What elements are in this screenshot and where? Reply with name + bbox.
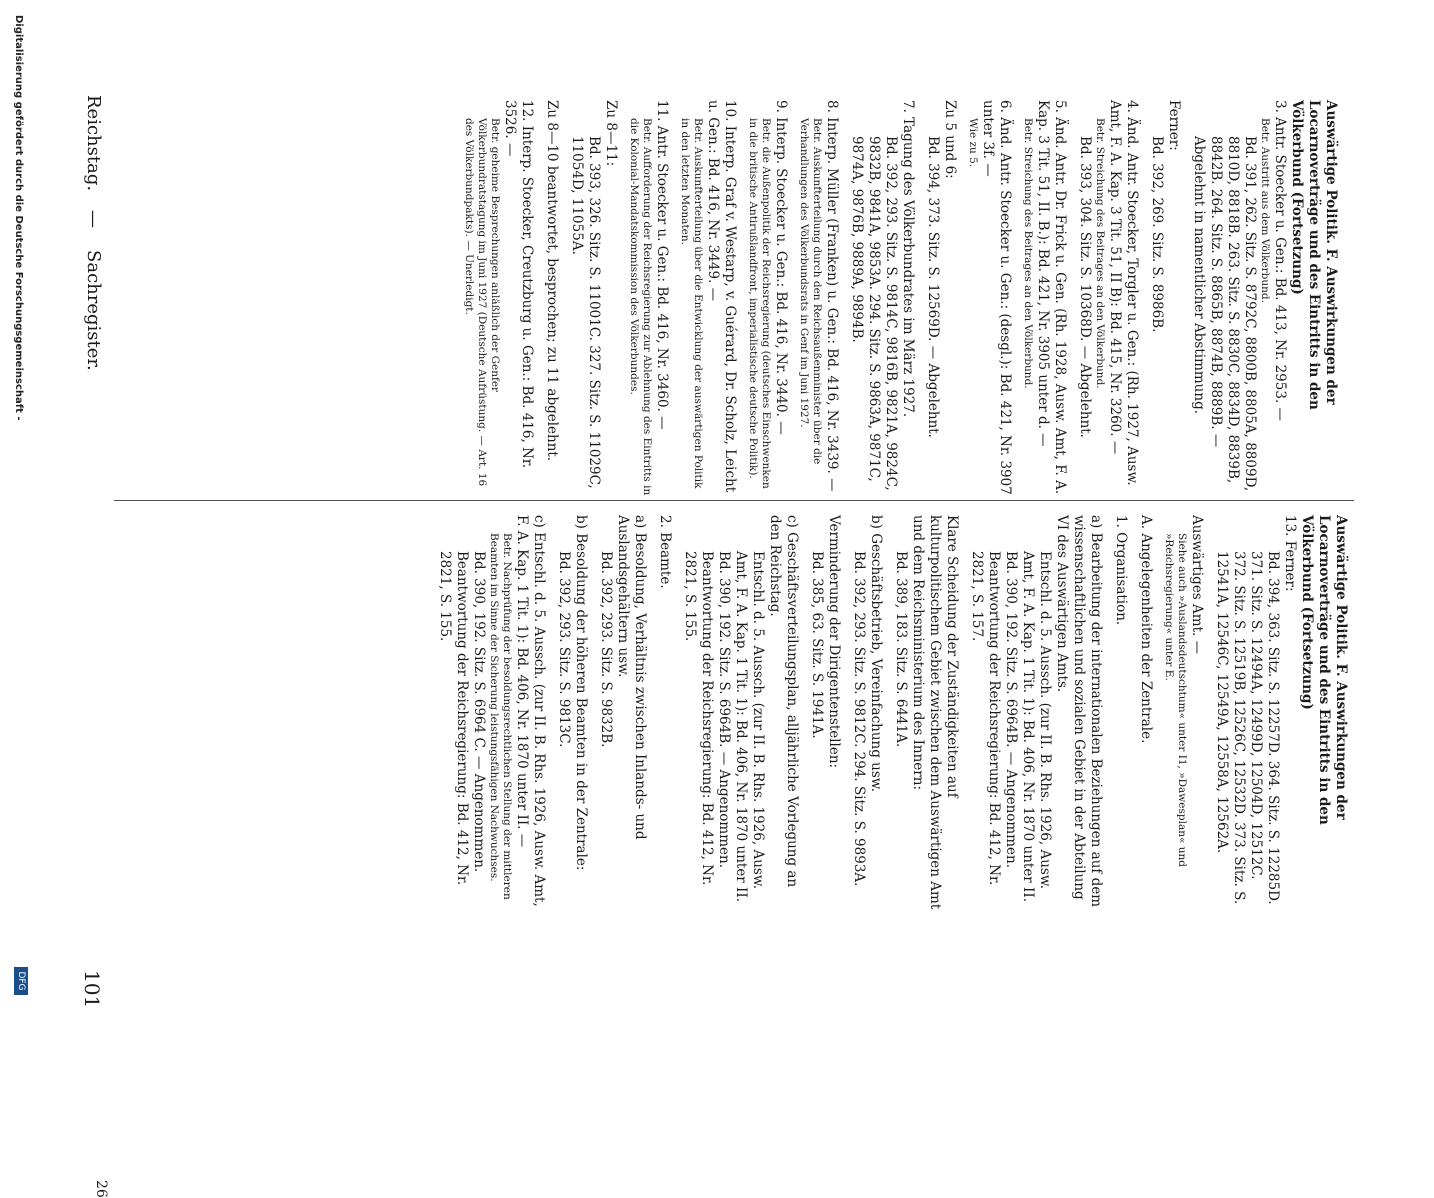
entry-heading: Auswärtiges Amt. — <box>1189 515 1205 655</box>
entry-note: Betr. Streichung des Beitrages an den Völkerbund. <box>1022 118 1034 389</box>
entry-heading: b) Geschäftsbetrieb, Vereinfachung usw. <box>868 515 884 793</box>
entry-references: Bd. 390, 192. Sitz. S. 6964 C. — Angenommen. Beantwortung der Reichsregierung: Bd. 412, Nr. 2821, S. 155. <box>437 551 487 886</box>
right-entries <box>436 515 1298 910</box>
register-entry <box>1021 100 1068 500</box>
entry-note: Betr. Austritt aus dem Völkerbund. <box>1259 118 1271 303</box>
entry-references: Bd. 394, 363. Sitz. S. 12257D. 364. Sitz. S. 12285D. 371. Sitz. S. 12494A, 12499D, 12504D, 12512C. 372. Sitz. S. 12519B, 12526C, 12532D. 373. Sitz. S. 12541A, 12546C, 12549A, 12558A, 12562A. <box>1214 551 1281 905</box>
left-column <box>454 100 1339 500</box>
entry-heading: 2. Beamte. <box>657 515 673 589</box>
left-entries <box>462 100 1288 500</box>
header-separator: — <box>83 210 104 228</box>
digitization-text: Digitalisierung gefördert durch die Deutsche Forschungsgemeinschaft - <box>13 15 24 421</box>
entry-note: Betr. Nachprüfung der besoldungsrechtlichen Stellung der mittleren Beamten im Sinne der Sicherung leistungsfähigen Nachwuchses. <box>488 533 513 900</box>
entry-heading: 11. Antr. Stoecker u. Gen.: Bd. 416, Nr. 3460. — <box>654 100 670 430</box>
register-entry <box>555 515 589 910</box>
register-entry <box>892 515 960 910</box>
footer-number: 26 <box>93 1180 109 1198</box>
dfg-logo: DFG <box>14 967 28 995</box>
register-entry <box>924 100 958 500</box>
register-entry <box>797 100 840 500</box>
register-entry <box>597 515 648 910</box>
header-right: Sachregister. <box>83 250 104 371</box>
entry-note: Betr. Auskunfterteilung durch den Reichsaußenminister über die Verhandlungen des Völkerbundsrats in Genf im Juni 1927. <box>798 118 823 465</box>
entry-heading: Zu 8—11: <box>603 100 619 167</box>
register-entry <box>681 515 800 910</box>
entry-heading: A. Angelegenheiten der Zentrale. <box>1138 515 1154 744</box>
page-number: 101 <box>80 970 104 1009</box>
register-entry <box>746 100 789 500</box>
entry-heading: 9. Interp. Stoecker u. Gen.: Bd. 416, Nr. 3440. — <box>773 100 789 435</box>
right-column-title: Auswärtige Politik. F. Auswirkungen der Locarnoverträge und des Eintritts in den Völkerbund (Fortsetzung) <box>1299 515 1349 825</box>
register-entry <box>848 100 916 500</box>
register-entry <box>1162 515 1205 910</box>
entry-references: Bd. 392, 293. Sitz. S. 9832B. <box>598 551 614 748</box>
register-entry <box>1112 515 1129 910</box>
entry-note: Betr. die Außenpolitik der Reichsregierung (deutsches Einschwenken in die britische Antirußlandfront, imperialistische deutsche Politik). <box>747 118 772 489</box>
register-entry <box>1190 100 1288 500</box>
entry-references: Bd. 385, 63. Sitz. S. 1941A. <box>809 551 825 739</box>
register-entry <box>568 100 619 500</box>
entry-references: Bd. 392, 293. Sitz. S. 9814C, 9816B, 9821A, 9824C, 9832B, 9841A, 9853A. 294. Sitz. S. 9863A, 9871C, 9874A, 9876B, 9889A, 9894B. <box>849 136 899 491</box>
entry-heading: Klare Scheidung der Zuständigkeiten auf kulturpolitischem Gebiet zwischen dem Auswärtigen Amt und dem Reichsministerium des Innern: <box>910 515 960 910</box>
entry-note: Betr. Aufforderung der Reichsregierung zur Ablehnung des Eintritts in die Kolonial-Mandatskommission des Völkerbundes. <box>628 118 653 496</box>
entry-heading: 6. Änd. Antr. Stoecker u. Gen.: (desgl.): Bd. 421, Nr. 3907 unter 3f. — <box>980 100 1013 495</box>
entry-heading: 12. Interp. Stoecker, Creutzburg u. Gen.: Bd. 416, Nr. 3526. — <box>502 100 535 469</box>
right-column <box>428 515 1349 910</box>
entry-references: Entschl. d. 5. Aussch. (zur II. B. Rhs. 1926, Ausw. Amt, F. A. Kap. 1 Tit. 1): Bd. 406, Nr. 1870 unter II. Bd. 390, 192. Sitz. S. 6964B. — Angenommen. Beantwortung der Reichsregierung: Bd. 412, Nr. 2821, S. 157. <box>969 551 1053 903</box>
register-entry <box>850 515 884 910</box>
register-entry <box>1137 515 1154 910</box>
entry-heading: Verminderung der Dirigentenstellen: <box>826 515 842 769</box>
entry-note: Betr. Streichung des Beitrages an den Völkerbund. <box>1094 118 1106 389</box>
register-entry <box>436 515 547 910</box>
entry-heading: c) Entschl. d. 5. Aussch. (zur II. B. Rhs. 1926, Ausw. Amt, F. A. Kap. 1 Tit. 1): Bd. 406, Nr. 1870 unter II. — <box>514 515 547 907</box>
page-header <box>74 95 104 1009</box>
register-entry <box>968 515 1104 910</box>
column-divider <box>114 500 1354 501</box>
entry-heading: 7. Tagung des Völkerbundrates im März 1927. <box>900 100 916 418</box>
entry-heading: b) Besoldung der höheren Beamten in der Zentrale: <box>573 515 589 871</box>
entry-heading: Zu 5 und 6: <box>942 100 958 179</box>
entry-references: Bd. 391, 262. Sitz. S. 8792C, 8800B, 8805A, 8809D, 8810D, 8818B. 263. Sitz. S. 8830C, 8834D, 8839B, 8842B. 264. Sitz. S. 8865B, 8874B, 8889B. — Abgelehnt in namentlicher Abstimmung. <box>1191 136 1258 492</box>
entry-heading: 4. Änd. Antr. Stoecker, Torgler u. Gen.: (Rh. 1927, Ausw. Amt, F. A. Kap. 3 Tit. 51, II B): Bd. 415, Nr. 3260. — <box>1107 100 1140 486</box>
register-entry <box>678 100 738 500</box>
entry-heading: 8. Interp. Müller (Franken) u. Gen.: Bd. 416, Nr. 3439. — <box>824 100 840 492</box>
entry-heading: 13. Ferner: <box>1282 515 1298 592</box>
entry-heading: 5. Änd. Antr. Dr. Frick u. Gen. (Rh. 1928, Ausw. Amt, F. A. Kap. 3 Tit. 51, II. B.): Bd. 421, Nr. 3905 unter d. — <box>1035 100 1068 495</box>
register-entry <box>656 515 673 910</box>
entry-heading: 3. Antr. Stoecker u. Gen.: Bd. 413, Nr. 2953. — <box>1272 100 1288 422</box>
entry-heading: c) Geschäftsverteilungsplan, alljährliche Vorlegung an den Reichstag. <box>767 515 800 888</box>
entry-heading: Zu 8—10 beantwortet, besprochen; zu 11 abgelehnt. <box>544 100 560 462</box>
entry-note: Siehe auch »Auslandsdeutschtum« unter I1, »Dawesplan« und »Reichsregierung« unter E. <box>1163 533 1188 868</box>
left-column-title: Auswärtige Politik. F. Auswirkungen der Locarnoverträge und des Eintritts in den Völkerbund (Fortsetzung) <box>1289 100 1339 410</box>
entry-references: Bd. 392, 293. Sitz. S. 9812C. 294. Sitz. S. 9893A. <box>851 551 867 887</box>
register-entry <box>1213 515 1298 910</box>
entry-references: Bd. 393, 304. Sitz. S. 10368D. — Abgelehnt. <box>1077 136 1093 438</box>
entry-note: Betr. Auskunfterteilung über die Entwicklung der auswärtigen Politik in den letzten Monaten. <box>679 118 704 489</box>
register-entry <box>543 100 560 500</box>
entry-references: Bd. 394, 373. Sitz. S. 12569D. — Abgelehnt. <box>925 136 941 438</box>
register-entry <box>1148 100 1182 500</box>
entry-references: Bd. 392, 293. Sitz. S. 9813C. <box>556 551 572 748</box>
register-entry <box>1076 100 1140 500</box>
entry-heading: Ferner: <box>1166 100 1182 151</box>
entry-heading: 1. Organisation. <box>1113 515 1129 626</box>
entry-note: Wie zu 5. <box>967 118 979 168</box>
register-entry <box>462 100 535 500</box>
entry-heading: 10. Interp. Graf v. Westarp, v. Guérard, Dr. Scholz, Leicht u. Gen.: Bd. 416, Nr. 3449. — <box>705 100 738 493</box>
entry-references: Entschl. d. 5. Aussch. (zur II. B. Rhs. 1926, Ausw. Amt, F. A. Kap. 1 Tit. 1): Bd. 406, Nr. 1870 unter II. Bd. 390, 192. Sitz. S. 6964B. — Angenommen. Beantwortung der Reichsregierung: Bd. 412, Nr. 2821, S. 155. <box>682 551 766 903</box>
entry-note: Betr. geheime Besprechungen anläßlich der Genfer Völkerbundratstagung im Juni 1927 (Deutsche Aufrüstung. — Art. 16 des Völkerbundpakts). — Unerledigt. <box>463 118 501 487</box>
entry-references: Bd. 389, 183. Sitz. S. 6441A. <box>893 551 909 748</box>
entry-references: Bd. 393, 326. Sitz. S. 11001C. 327. Sitz. S. 11029C, 11054D, 11055A. <box>569 136 602 489</box>
entry-references: Bd. 392, 269. Sitz. S. 8986B. <box>1149 136 1165 333</box>
register-entry <box>627 100 670 500</box>
header-left: Reichstag. <box>83 95 104 192</box>
register-entry <box>808 515 842 910</box>
digitization-note <box>0 15 26 995</box>
entry-heading: a) Bearbeitung der internationalen Beziehungen auf dem wissenschaftlichen und sozialen Gebiet in der Abteilung VI des Auswärtigen Amts. <box>1054 515 1104 908</box>
entry-heading: a) Besoldung, Verhältnis zwischen Inlands- und Auslandsgehältern usw. <box>615 515 648 840</box>
register-entry <box>966 100 1013 500</box>
